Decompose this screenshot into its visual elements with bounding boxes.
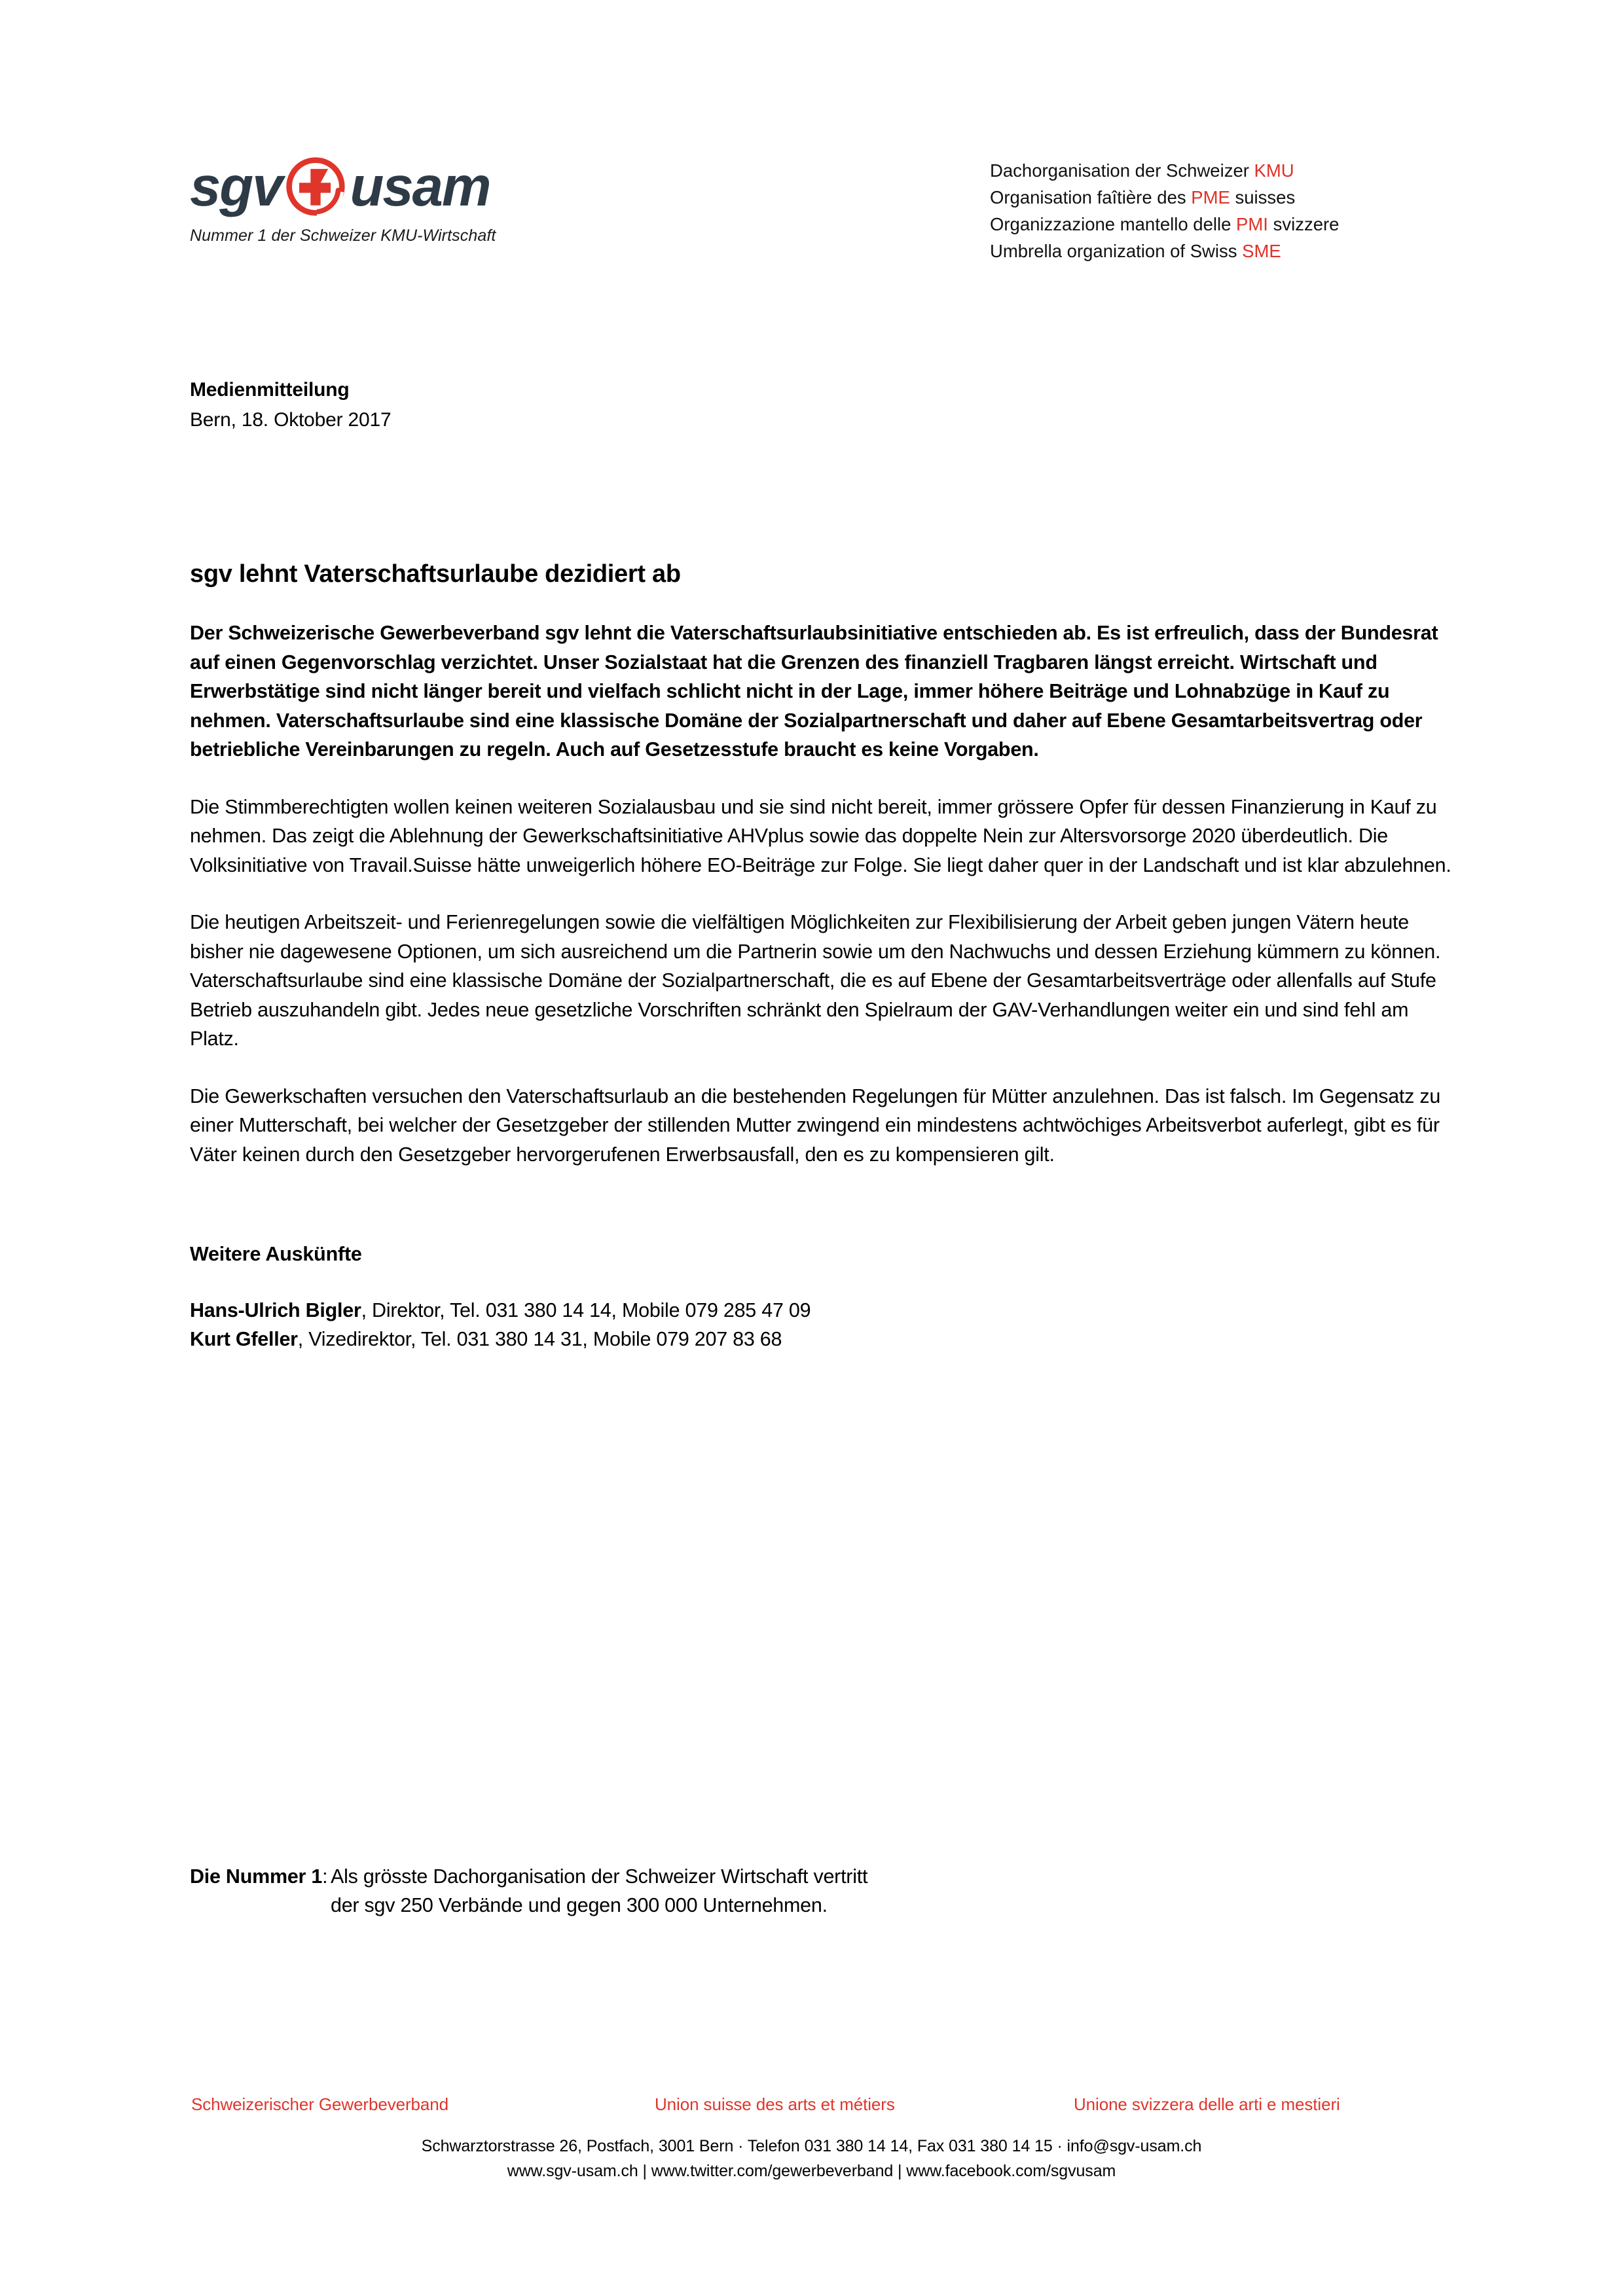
logo-tagline: Nummer 1 der Schweizer KMU-Wirtschaft [190, 226, 496, 245]
nummer-1-line-2: der sgv 250 Verbände und gegen 300 000 Unternehmen. [331, 1894, 828, 1916]
contact-name-2: Kurt Gfeller [190, 1328, 298, 1350]
page-title: sgv lehnt Vaterschaftsurlaube dezidiert ab [190, 560, 681, 588]
header-language-lines [990, 157, 1339, 264]
contact-details-2: , Vizedirektor, Tel. 031 380 14 31, Mobile 079 207 83 68 [297, 1328, 782, 1350]
contact-row-2 [190, 1325, 1455, 1354]
body-paragraph-3: Die Gewerkschaften versuchen den Vaterschaftsurlaub an die bestehenden Regelungen für Mütter anzulehnen. Das ist falsch. Im Gegensatz zu einer Mutterschaft, bei welcher der Gesetzgeber der stillenden Mutter zwingend ein mindestens achtwöchiges Arbeitsverbot auferlegt, gibt es für Väter keinen durch den Gesetzgeber hervorgerufenen Erwerbsausfall, den es zu kompensieren gilt. [190, 1085, 1441, 1166]
nummer-1-description [331, 1862, 1455, 1920]
header-lang-fr [990, 184, 1339, 211]
footer-org-fr: Union suisse des arts et métiers [655, 2094, 895, 2114]
contact-details-1: , Direktor, Tel. 031 380 14 14, Mobile 079 285 47 09 [361, 1299, 811, 1321]
body-paragraph-1: Die Stimmberechtigten wollen keinen weiteren Sozialausbau und sie sind nicht bereit, immer grössere Opfer für dessen Finanzierung in Kauf zu nehmen. Das zeigt die Ablehnung der Gewerkschaftsinitiative AHVplus sowie das doppelte Nein zur Altersvorsorge 2020 überdeutlich. Die Volksinitiative von Travail.Suisse hätte unweigerlich höhere EO-Beiträge zur Folge. Sie liegt daher quer in der Landschaft und ist klar abzulehnen. [190, 795, 1451, 876]
header-lang-it-accent: PMI [1236, 214, 1268, 234]
header-lang-fr-suffix: suisses [1230, 187, 1296, 207]
nummer-1-row [190, 1862, 1455, 1920]
footer-org-de: Schweizerischer Gewerbeverband [191, 2094, 448, 2114]
body-paragraph-2: Die heutigen Arbeitszeit- und Ferienregelungen sowie die vielfältigen Möglichkeiten zur Flexibilisierung der Arbeit geben jungen Vätern heute bisher nie dagewesene Optionen, um sich ausreichend um die Partnerin sowie um den Nachwuchs und dessen Erziehung kümmern zu können. Vaterschaftsurlaube sind eine klassische Domäne der Sozialpartnerschaft, die es auf Ebene der Gesamtarbeitsverträge oder allenfalls auf Stufe Betrieb auszuhandeln gibt. Jedes neue gesetzliche Vorschriften schränkt den Spielraum der GAV-Verhandlungen weiter ein und sind fehl am Platz. [190, 911, 1441, 1050]
header-lang-fr-accent: PME [1191, 187, 1230, 207]
header-lang-de-prefix: Dachorganisation der Schweizer [990, 160, 1254, 181]
contact-name-1: Hans-Ulrich Bigler [190, 1299, 361, 1321]
logo-word-usam: usam [350, 155, 490, 218]
sgv-usam-logo [190, 152, 496, 245]
document-header [0, 152, 1623, 283]
header-lang-it-prefix: Organizzazione mantello delle [990, 214, 1237, 234]
footer-contact-block [0, 2134, 1623, 2183]
nummer-1-block [190, 1862, 1455, 1920]
logo-wordmark [190, 152, 496, 221]
header-lang-en-prefix: Umbrella organization of Swiss [990, 241, 1243, 261]
header-lang-it [990, 211, 1339, 238]
nummer-1-label-colon: : [322, 1865, 328, 1888]
document-kicker: Medienmitteilung [190, 379, 350, 401]
lead-paragraph: Der Schweizerische Gewerbeverband sgv lehnt die Vaterschaftsurlaubsinitiative entschieden ab. Es ist erfreulich, dass der Bundesrat auf einen Gegenvorschlag verzichtet. Unser Sozialstaat hat die Grenzen des finanziell Tragbaren längst erreicht. Wirtschaft und Erwerbstätige sind nicht länger bereit und vielfach schlicht nicht in der Lage, immer höhere Beiträge und Lohnabzüge in Kauf zu nehmen. Vaterschaftsurlaube sind eine klassische Domäne der Sozialpartnerschaft und daher auf Ebene Gesamtarbeitsvertrag oder betriebliche Vereinbarungen zu regeln. Auch auf Gesetzesstufe braucht es keine Vorgaben. [190, 622, 1438, 761]
footer-links-line[interactable]: www.sgv-usam.ch | www.twitter.com/gewerbeverband | www.facebook.com/sgvusam [507, 2162, 1116, 2180]
document-body [190, 376, 1455, 1354]
document-date: Bern, 18. Oktober 2017 [190, 409, 392, 431]
nummer-1-label [190, 1862, 331, 1891]
sgv-usam-cross-emblem-icon [284, 155, 347, 218]
header-lang-en-accent: SME [1242, 241, 1281, 261]
footer-organisation-names [0, 2094, 1623, 2125]
header-lang-fr-prefix: Organisation faîtière des [990, 187, 1192, 207]
contacts-heading: Weitere Auskünfte [190, 1243, 362, 1265]
nummer-1-line-1: Als grösste Dachorganisation der Schweizer Wirtschaft vertritt [331, 1865, 868, 1888]
header-lang-it-suffix: svizzere [1267, 214, 1340, 234]
header-lang-en [990, 238, 1339, 264]
nummer-1-label-text: Die Nummer 1 [190, 1865, 323, 1888]
contact-row-1 [190, 1296, 1455, 1325]
header-lang-de-accent: KMU [1254, 160, 1294, 181]
contacts-list [190, 1296, 1455, 1354]
logo-word-sgv: sgv [190, 155, 282, 218]
header-lang-de [990, 157, 1339, 184]
footer-org-it: Unione svizzera delle arti e mestieri [1074, 2094, 1340, 2114]
footer-address-line: Schwarztorstrasse 26, Postfach, 3001 Bern · Telefon 031 380 14 14, Fax 031 380 14 15 · info@sgv-usam.ch [421, 2137, 1202, 2155]
document-footer [0, 2094, 1623, 2183]
